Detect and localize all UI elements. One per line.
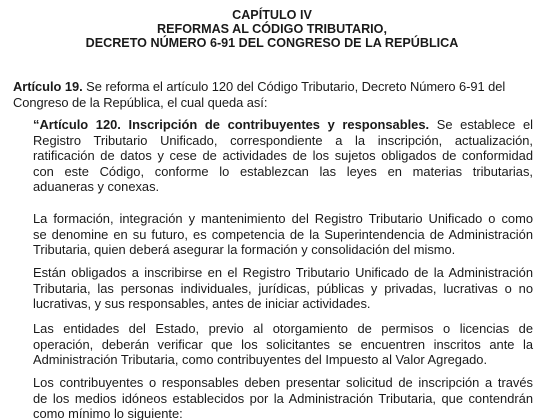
paragraph-line: Los contribuyentes o responsables deben presentar solicitud de inscripción a través <box>33 375 533 390</box>
paragraph-line: Tributaria, quien deberá asegurar la formación y consolidación del mismo. <box>33 242 456 257</box>
article-label: Artículo 19. <box>13 79 83 94</box>
paragraph-line: Las entidades del Estado, previo al otorgamiento de permisos o licencias de <box>33 321 533 336</box>
paragraph-line: Tributaria, las personas individuales, jurídicas, públicas y privadas, lucrativas o no <box>33 280 533 296</box>
paragraph-line <box>33 117 533 133</box>
paragraph-line: Administración Tributaria, como contribuyentes del Impuesto al Valor Agregado. <box>33 352 488 367</box>
paragraph-line: como mínimo lo siguiente: <box>33 406 183 420</box>
chapter-title: REFORMAS AL CÓDIGO TRIBUTARIO, <box>157 22 387 36</box>
paragraph-line: La formación, integración y mantenimiento del Registro Tributario Unificado o como <box>33 211 533 226</box>
article-120-heading: “Artículo 120. Inscripción de contribuyentes y responsables. <box>33 117 430 132</box>
quoted-paragraph-5 <box>33 375 533 420</box>
article-intro-line <box>13 79 543 95</box>
chapter-heading <box>0 8 544 50</box>
article-intro-line: Congreso de la República, el cual queda así: <box>13 95 268 110</box>
chapter-subtitle: DECRETO NÚMERO 6-91 DEL CONGRESO DE LA REPÚBLICA <box>85 36 459 50</box>
quoted-paragraph-1 <box>33 117 533 195</box>
quoted-paragraph-3 <box>33 265 533 312</box>
article-19-intro <box>13 79 543 111</box>
quoted-paragraph-4 <box>33 321 533 368</box>
chapter-number: CAPÍTULO IV <box>232 8 312 22</box>
paragraph-line: lucrativas, y sus responsables, antes de iniciar actividades. <box>33 296 371 311</box>
paragraph-line: ratificación de datos y cese de actividades de los sujetos obligados de conformidad <box>33 148 533 163</box>
quoted-paragraph-2 <box>33 211 533 258</box>
paragraph-line: con este Código, conforme lo establezcan las leyes en materias tributarias, <box>33 163 533 179</box>
paragraph-line: operación, deberán verificar que los solicitantes se encuentren inscritos ante la <box>33 336 533 352</box>
paragraph-line: Están obligados a inscribirse en el Registro Tributario Unificado de la Administración <box>33 265 533 280</box>
paragraph-line: Registro Tributario Unificado, correspondiente a la inscripción, actualización, <box>33 132 533 148</box>
paragraph-line: aduaneras y conexas. <box>33 179 160 194</box>
paragraph-line: se denomine en su futuro, es competencia de la Superintendencia de Administración <box>33 226 533 242</box>
paragraph-text: Se establece el <box>429 117 533 132</box>
paragraph-line: de los medios idóneos establecidos por la Administración Tributaria, que contendrán <box>33 390 533 406</box>
article-intro-text: Se reforma el artículo 120 del Código Tributario, Decreto Número 6-91 del <box>82 79 506 94</box>
